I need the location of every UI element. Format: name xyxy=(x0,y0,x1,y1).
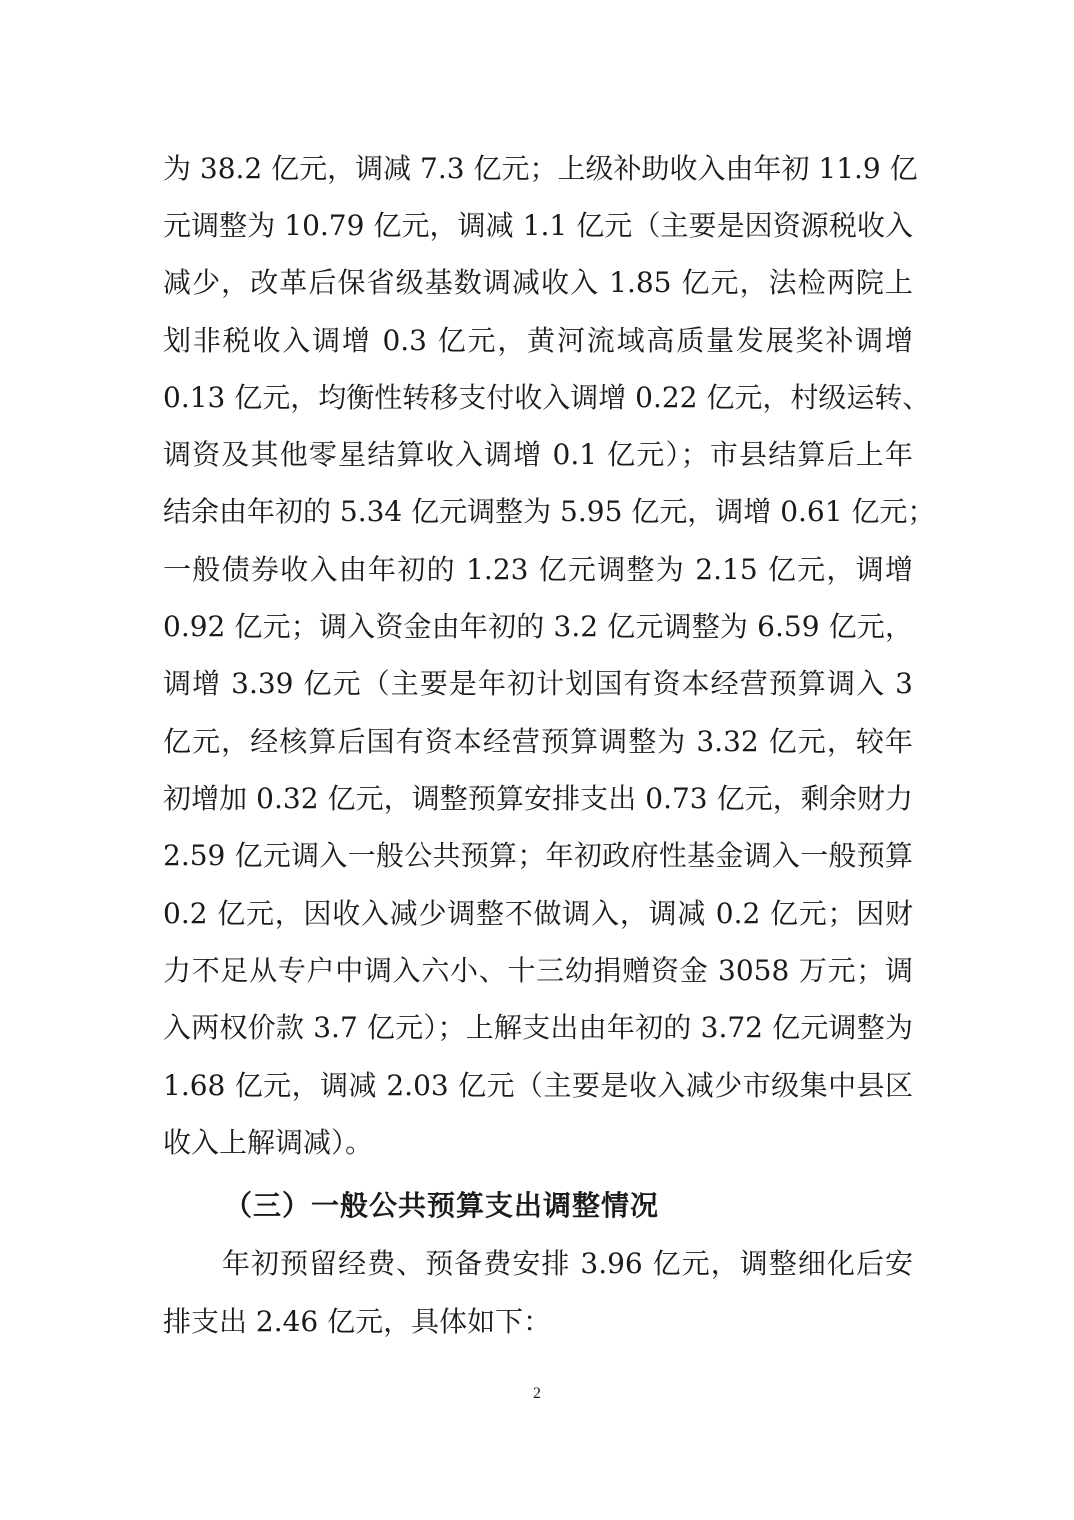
body-text-line: 亿元，经核算后国有资本经营预算调整为 3.32 亿元，较年 xyxy=(163,725,913,758)
body-text-line: 初增加 0.32 亿元，调整预算安排支出 0.73 亿元，剩余财力 xyxy=(163,782,913,815)
body-text-line: 排支出 2.46 亿元，具体如下： xyxy=(163,1305,552,1338)
body-text-line: 力不足从专户中调入六小、十三幼捐赠资金 3058 万元；调 xyxy=(163,954,913,987)
body-text-line: 1.68 亿元，调减 2.03 亿元（主要是收入减少市级集中县区 xyxy=(163,1069,913,1102)
body-text-line: 为 38.2 亿元，调减 7.3 亿元；上级补助收入由年初 11.9 亿 xyxy=(163,152,918,185)
body-text-line: 0.2 亿元，因收入减少调整不做调入，调减 0.2 亿元；因财 xyxy=(163,897,913,930)
body-text-line: 年初预留经费、预备费安排 3.96 亿元，调整细化后安 xyxy=(222,1247,913,1280)
body-text-line: 0.13 亿元，均衡性转移支付收入调增 0.22 亿元，村级运转、 xyxy=(163,381,931,414)
body-text-line: 调资及其他零星结算收入调增 0.1 亿元）；市县结算后上年 xyxy=(163,438,913,471)
page-number: 2 xyxy=(533,1385,541,1402)
body-text-line: 0.92 亿元；调入资金由年初的 3.2 亿元调整为 6.59 亿元， xyxy=(163,610,913,643)
body-text-line: 结余由年初的 5.34 亿元调整为 5.95 亿元，调增 0.61 亿元； xyxy=(163,495,936,528)
section-heading: （三）一般公共预算支出调整情况 xyxy=(224,1189,660,1222)
body-text-line: 入两权价款 3.7 亿元）；上解支出由年初的 3.72 亿元调整为 xyxy=(163,1011,913,1044)
body-text-line: 收入上解调减）。 xyxy=(163,1126,374,1159)
body-text-line: 2.59 亿元调入一般公共预算；年初政府性基金调入一般预算 xyxy=(163,839,913,872)
body-text-line: 一般债券收入由年初的 1.23 亿元调整为 2.15 亿元，调增 xyxy=(163,553,913,586)
body-text-line: 划非税收入调增 0.3 亿元，黄河流域高质量发展奖补调增 xyxy=(163,324,913,357)
body-text-line: 调增 3.39 亿元（主要是年初计划国有资本经营预算调入 3 xyxy=(163,667,913,700)
body-text-line: 减少，改革后保省级基数调减收入 1.85 亿元，法检两院上 xyxy=(163,266,913,299)
body-text-line: 元调整为 10.79 亿元，调减 1.1 亿元（主要是因资源税收入 xyxy=(163,209,913,242)
